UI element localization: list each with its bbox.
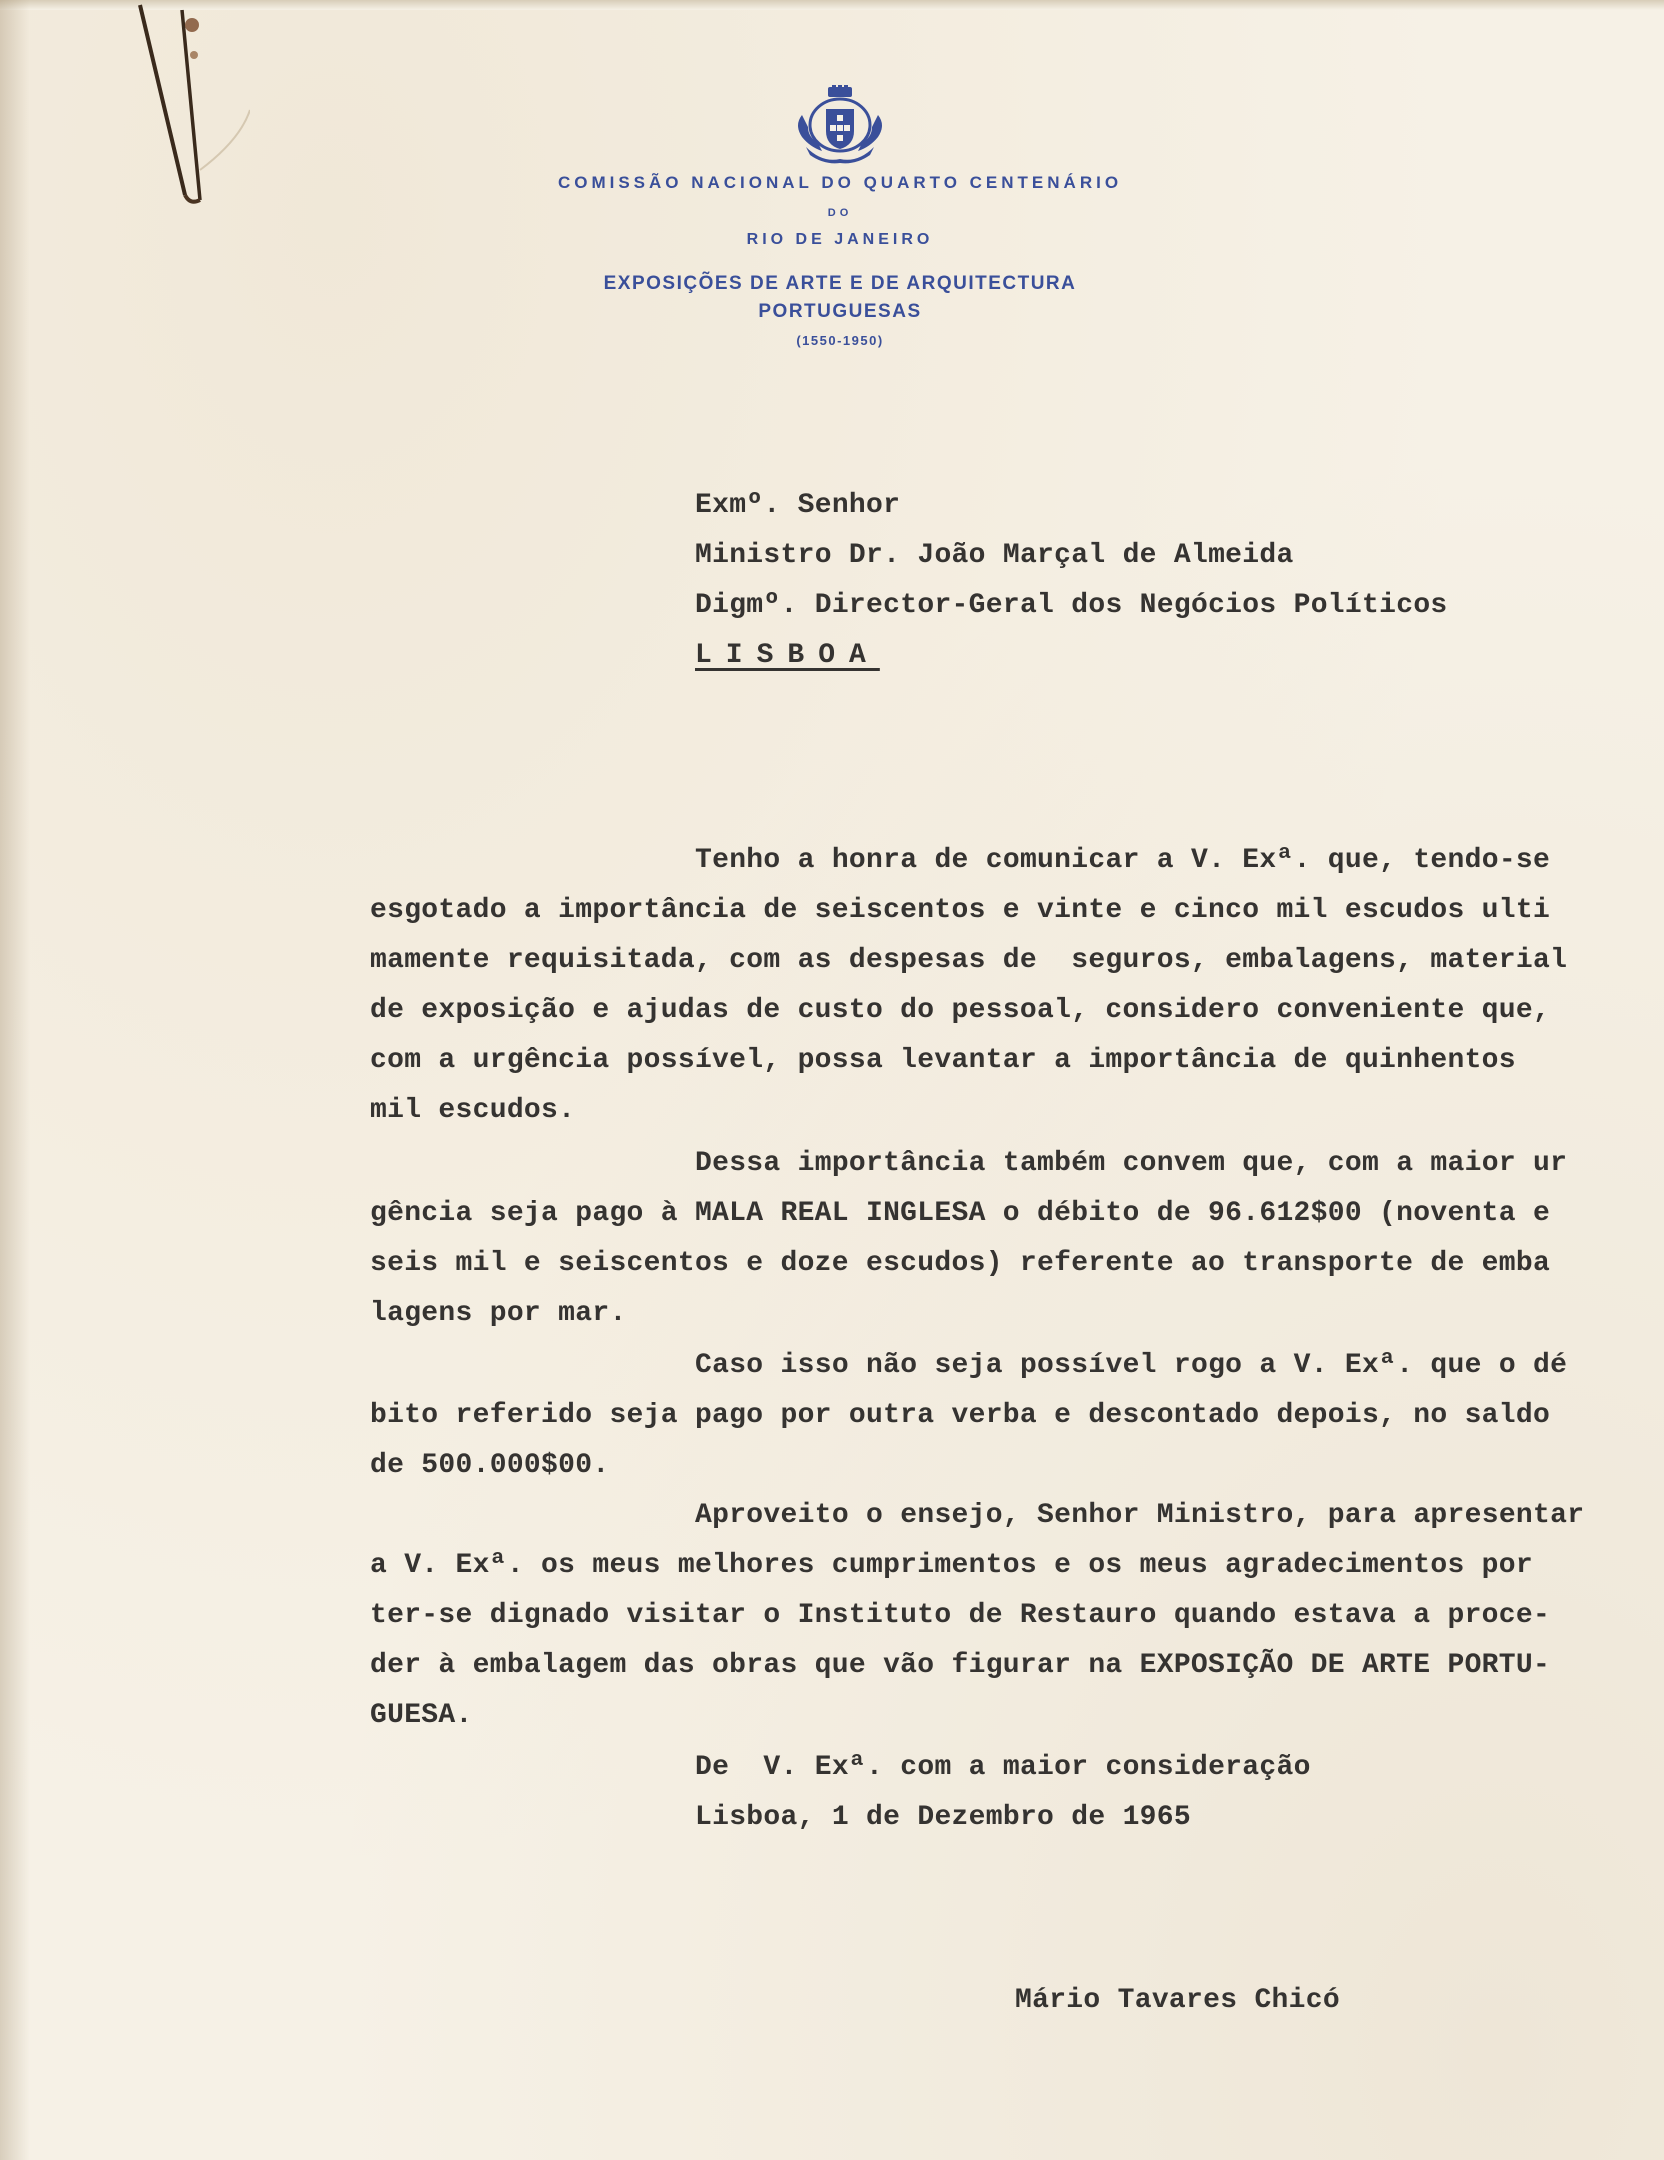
body-line: esgotado a importância de seiscentos e vinte e cinco mil escudos ulti xyxy=(370,895,1551,926)
body-line: Tenho a honra de comunicar a V. Exª. que, tendo-se xyxy=(695,845,1551,876)
body-line: Dessa importância também convem que, com a maior ur xyxy=(695,1148,1568,1179)
address-salutation: Exmº. Senhor xyxy=(695,490,901,521)
letterhead xyxy=(480,85,1200,348)
body-line: com a urgência possível, possa levantar a importância de quinhentos xyxy=(370,1045,1516,1076)
body-line: ter-se dignado visitar o Instituto de Restauro quando estava a proce- xyxy=(370,1600,1551,1631)
staple-mark-icon xyxy=(130,0,250,220)
letterhead-city: RIO DE JANEIRO xyxy=(746,231,934,248)
address-city: LISBOA xyxy=(695,640,880,671)
address-title: Digmº. Director-Geral dos Negócios Políticos xyxy=(695,590,1448,621)
body-line: mamente requisitada, com as despesas de seguros, embalagens, material xyxy=(370,945,1568,976)
body-line: der à embalagem das obras que vão figurar na EXPOSIÇÃO DE ARTE PORTU- xyxy=(370,1650,1551,1681)
body-line: seis mil e seiscentos e doze escudos) referente ao transporte de emba xyxy=(370,1248,1551,1279)
body-line: de exposição e ajudas de custo do pessoal, considero conveniente que, xyxy=(370,995,1551,1026)
letterhead-exhibition: EXPOSIÇÕES DE ARTE E DE ARQUITECTURA xyxy=(603,273,1077,294)
coat-of-arms-icon xyxy=(792,85,888,165)
body-line: gência seja pago à MALA REAL INGLESA o débito de 96.612$00 (noventa e xyxy=(370,1198,1551,1229)
body-line: lagens por mar. xyxy=(370,1298,627,1329)
body-line: Aproveito o ensejo, Senhor Ministro, para apresentar xyxy=(695,1500,1585,1531)
body-line: bito referido seja pago por outra verba e descontado depois, no saldo xyxy=(370,1400,1551,1431)
body-line: GUESA. xyxy=(370,1700,473,1731)
letterhead-organization: COMISSÃO NACIONAL DO QUARTO CENTENÁRIO xyxy=(557,173,1123,192)
letterhead-exhibition-2: PORTUGUESAS xyxy=(758,301,922,322)
closing-line: De V. Exª. com a maior consideração xyxy=(695,1752,1311,1783)
body-line: a V. Exª. os meus melhores cumprimentos e os meus agradecimentos por xyxy=(370,1550,1533,1581)
address-recipient: Ministro Dr. João Marçal de Almeida xyxy=(695,540,1294,571)
closing-date: Lisboa, 1 de Dezembro de 1965 xyxy=(695,1802,1191,1833)
letterhead-of: DO xyxy=(827,207,853,219)
letterhead-years: (1550-1950) xyxy=(796,333,884,348)
body-line: Caso isso não seja possível rogo a V. Exª. que o dé xyxy=(695,1350,1568,1381)
body-line: de 500.000$00. xyxy=(370,1450,610,1481)
signature-name: Mário Tavares Chicó xyxy=(1015,1985,1340,2016)
body-line: mil escudos. xyxy=(370,1095,576,1126)
page-left-edge xyxy=(0,0,30,2160)
